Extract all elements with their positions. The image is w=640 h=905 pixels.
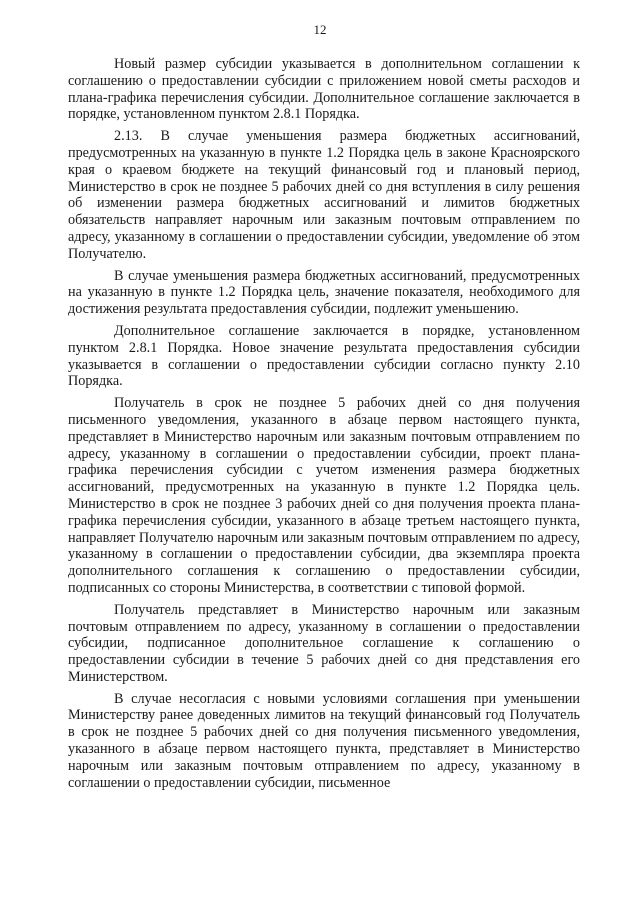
paragraph-7: В случае несогласия с новыми условиями соглашения при уменьшении Министерству ранее доведенных лимитов на текущий финансовый год Получатель в срок не позднее 5 рабочих дней со дня получения письменного уведомления, указанного в абзаце первом настоящего пункта, представляет в Министерство нарочным или заказным почтовым отправлением по адресу, указанному в соглашении о предоставлении субсидии, письменное bbox=[68, 690, 580, 791]
paragraph-2: 2.13. В случае уменьшения размера бюджетных ассигнований, предусмотренных на указанную в пункте 1.2 Порядка цель в законе Красноярского края о краевом бюджете на текущий финансовый год и плановый период, Министерство в срок не позднее 5 рабочих дней со дня вступления в силу решения об изменении размера бюджетных ассигнований и лимитов бюджетных обязательств направляет нарочным или заказным почтовым отправлением по адресу, указанному в соглашении о предоставлении субсидии, уведомление об этом Получателю. bbox=[68, 128, 580, 262]
document-body bbox=[68, 56, 580, 796]
paragraph-4: Дополнительное соглашение заключается в порядке, установленном пунктом 2.8.1 Порядка. Новое значение результата предоставления субсидии указывается в соглашении о предоставлении субсидии согласно пункту 2.10 Порядка. bbox=[68, 322, 580, 390]
page-number: 12 bbox=[313, 22, 327, 37]
paragraph-1: Новый размер субсидии указывается в дополнительном соглашении к соглашению о предоставлении субсидии с приложением новой сметы расходов и плана-графика перечисления субсидии. Дополнительное соглашение заключается в порядке, установленном пунктом 2.8.1 Порядка. bbox=[68, 56, 580, 123]
paragraph-3: В случае уменьшения размера бюджетных ассигнований, предусмотренных на указанную в пункте 1.2 Порядка цель, значение показателя, необходимого для достижения результата предоставления субсидии, подлежит уменьшению. bbox=[68, 267, 580, 318]
paragraph-6: Получатель представляет в Министерство нарочным или заказным почтовым отправлением по адресу, указанному в соглашении о предоставлении субсидии, подписанное дополнительное соглашение к соглашению о предоставлении субсидии в течение 5 рабочих дней со дня представления его Министерством. bbox=[68, 601, 580, 685]
paragraph-5: Получатель в срок не позднее 5 рабочих дней со дня получения письменного уведомления, указанного в абзаце первом настоящего пункта, представляет в Министерство нарочным или заказным почтовым отправлением по адресу, указанному в соглашении о предоставлении субсидии, проект плана-графика перечисления субсидии с учетом изменения размера бюджетных ассигнований, предусмотренных на указанную в пункте 1.2 Порядка цель. Министерство в срок не позднее 3 рабочих дней со дня получения проекта плана-графика перечисления субсидии, указанного в абзаце третьем настоящего пункта, направляет Получателю нарочным или заказным почтовым отправлением по адресу, указанному в соглашении о предоставлении субсидии, два экземпляра проекта дополнительного соглашения к соглашению о предоставлении субсидии, подписанных со стороны Министерства, в соответствии с типовой формой. bbox=[68, 395, 580, 596]
